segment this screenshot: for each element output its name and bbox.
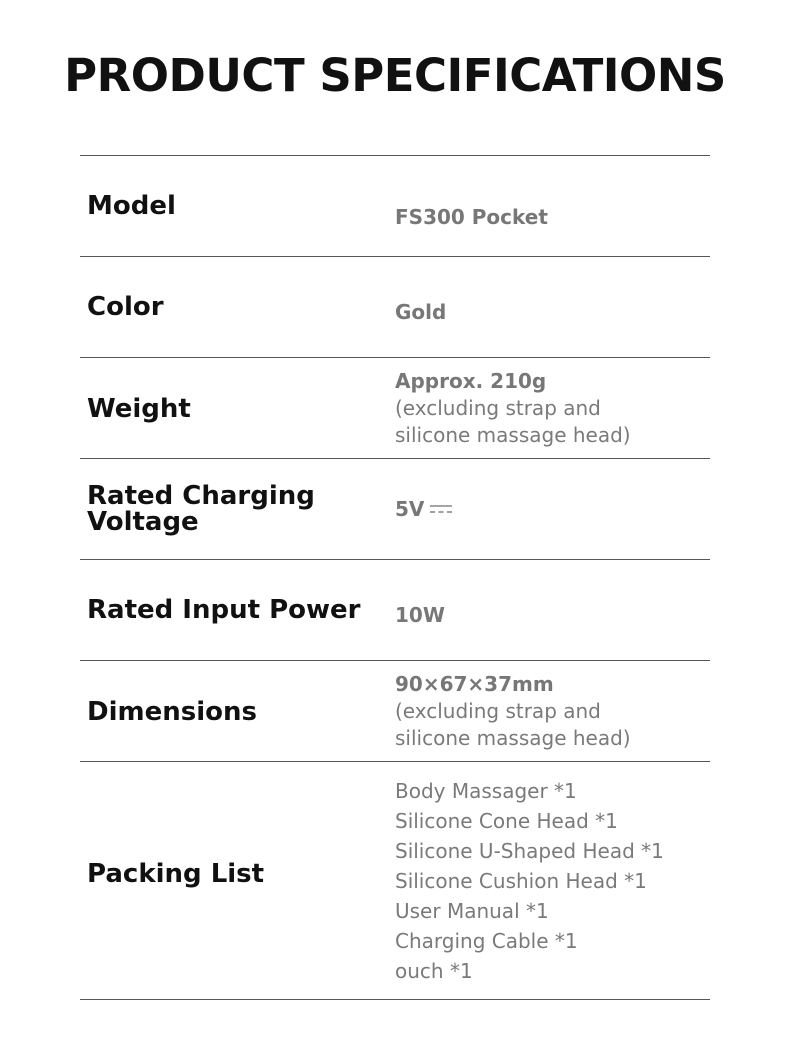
spec-value-weight xyxy=(395,358,710,458)
spec-label-voltage: Rated Charging Voltage xyxy=(87,481,315,537)
spec-value-power xyxy=(395,560,710,660)
spec-label-model: Model xyxy=(87,191,176,221)
color-value: Gold xyxy=(395,299,447,324)
spec-row-packing xyxy=(80,762,710,1000)
packing-item: ouch *1 xyxy=(395,958,473,983)
spec-row-dimensions xyxy=(80,661,710,762)
packing-item: Charging Cable *1 xyxy=(395,928,578,953)
spec-label-dimensions: Dimensions xyxy=(87,697,257,727)
spec-value-voltage xyxy=(395,459,710,559)
weight-note-line1: (excluding strap and xyxy=(395,395,601,420)
spec-row-model xyxy=(80,156,710,257)
packing-item: User Manual *1 xyxy=(395,898,549,923)
spec-label-color: Color xyxy=(87,292,164,322)
spec-label-weight: Weight xyxy=(87,394,191,424)
spec-value-color xyxy=(395,257,710,357)
spec-value-model xyxy=(395,156,710,256)
spec-row-color xyxy=(80,257,710,358)
dimensions-value: 90×67×37mm xyxy=(395,671,554,696)
weight-value: Approx. 210g xyxy=(395,368,547,393)
spec-label-power: Rated Input Power xyxy=(87,595,361,625)
packing-item: Silicone U-Shaped Head *1 xyxy=(395,838,664,863)
packing-item: Silicone Cone Head *1 xyxy=(395,808,618,833)
dimensions-note-line2: silicone massage head) xyxy=(395,725,631,750)
spec-row-power xyxy=(80,560,710,661)
spec-row-weight xyxy=(80,358,710,459)
weight-note-line2: silicone massage head) xyxy=(395,422,631,447)
spec-label-packing: Packing List xyxy=(87,858,265,889)
spec-table xyxy=(80,155,710,1000)
spec-row-voltage xyxy=(80,459,710,560)
voltage-value-line xyxy=(395,496,710,523)
packing-item: Silicone Cushion Head *1 xyxy=(395,868,647,893)
packing-list xyxy=(395,762,710,999)
dimensions-note-line1: (excluding strap and xyxy=(395,698,601,723)
page-title: PRODUCT SPECIFICATIONS xyxy=(64,49,726,102)
spec-value-dimensions xyxy=(395,661,710,761)
power-value: 10W xyxy=(395,602,445,627)
voltage-value: 5V xyxy=(395,496,425,521)
dc-symbol-icon xyxy=(430,504,452,514)
model-value: FS300 Pocket xyxy=(395,204,548,229)
packing-item: Body Massager *1 xyxy=(395,778,577,803)
